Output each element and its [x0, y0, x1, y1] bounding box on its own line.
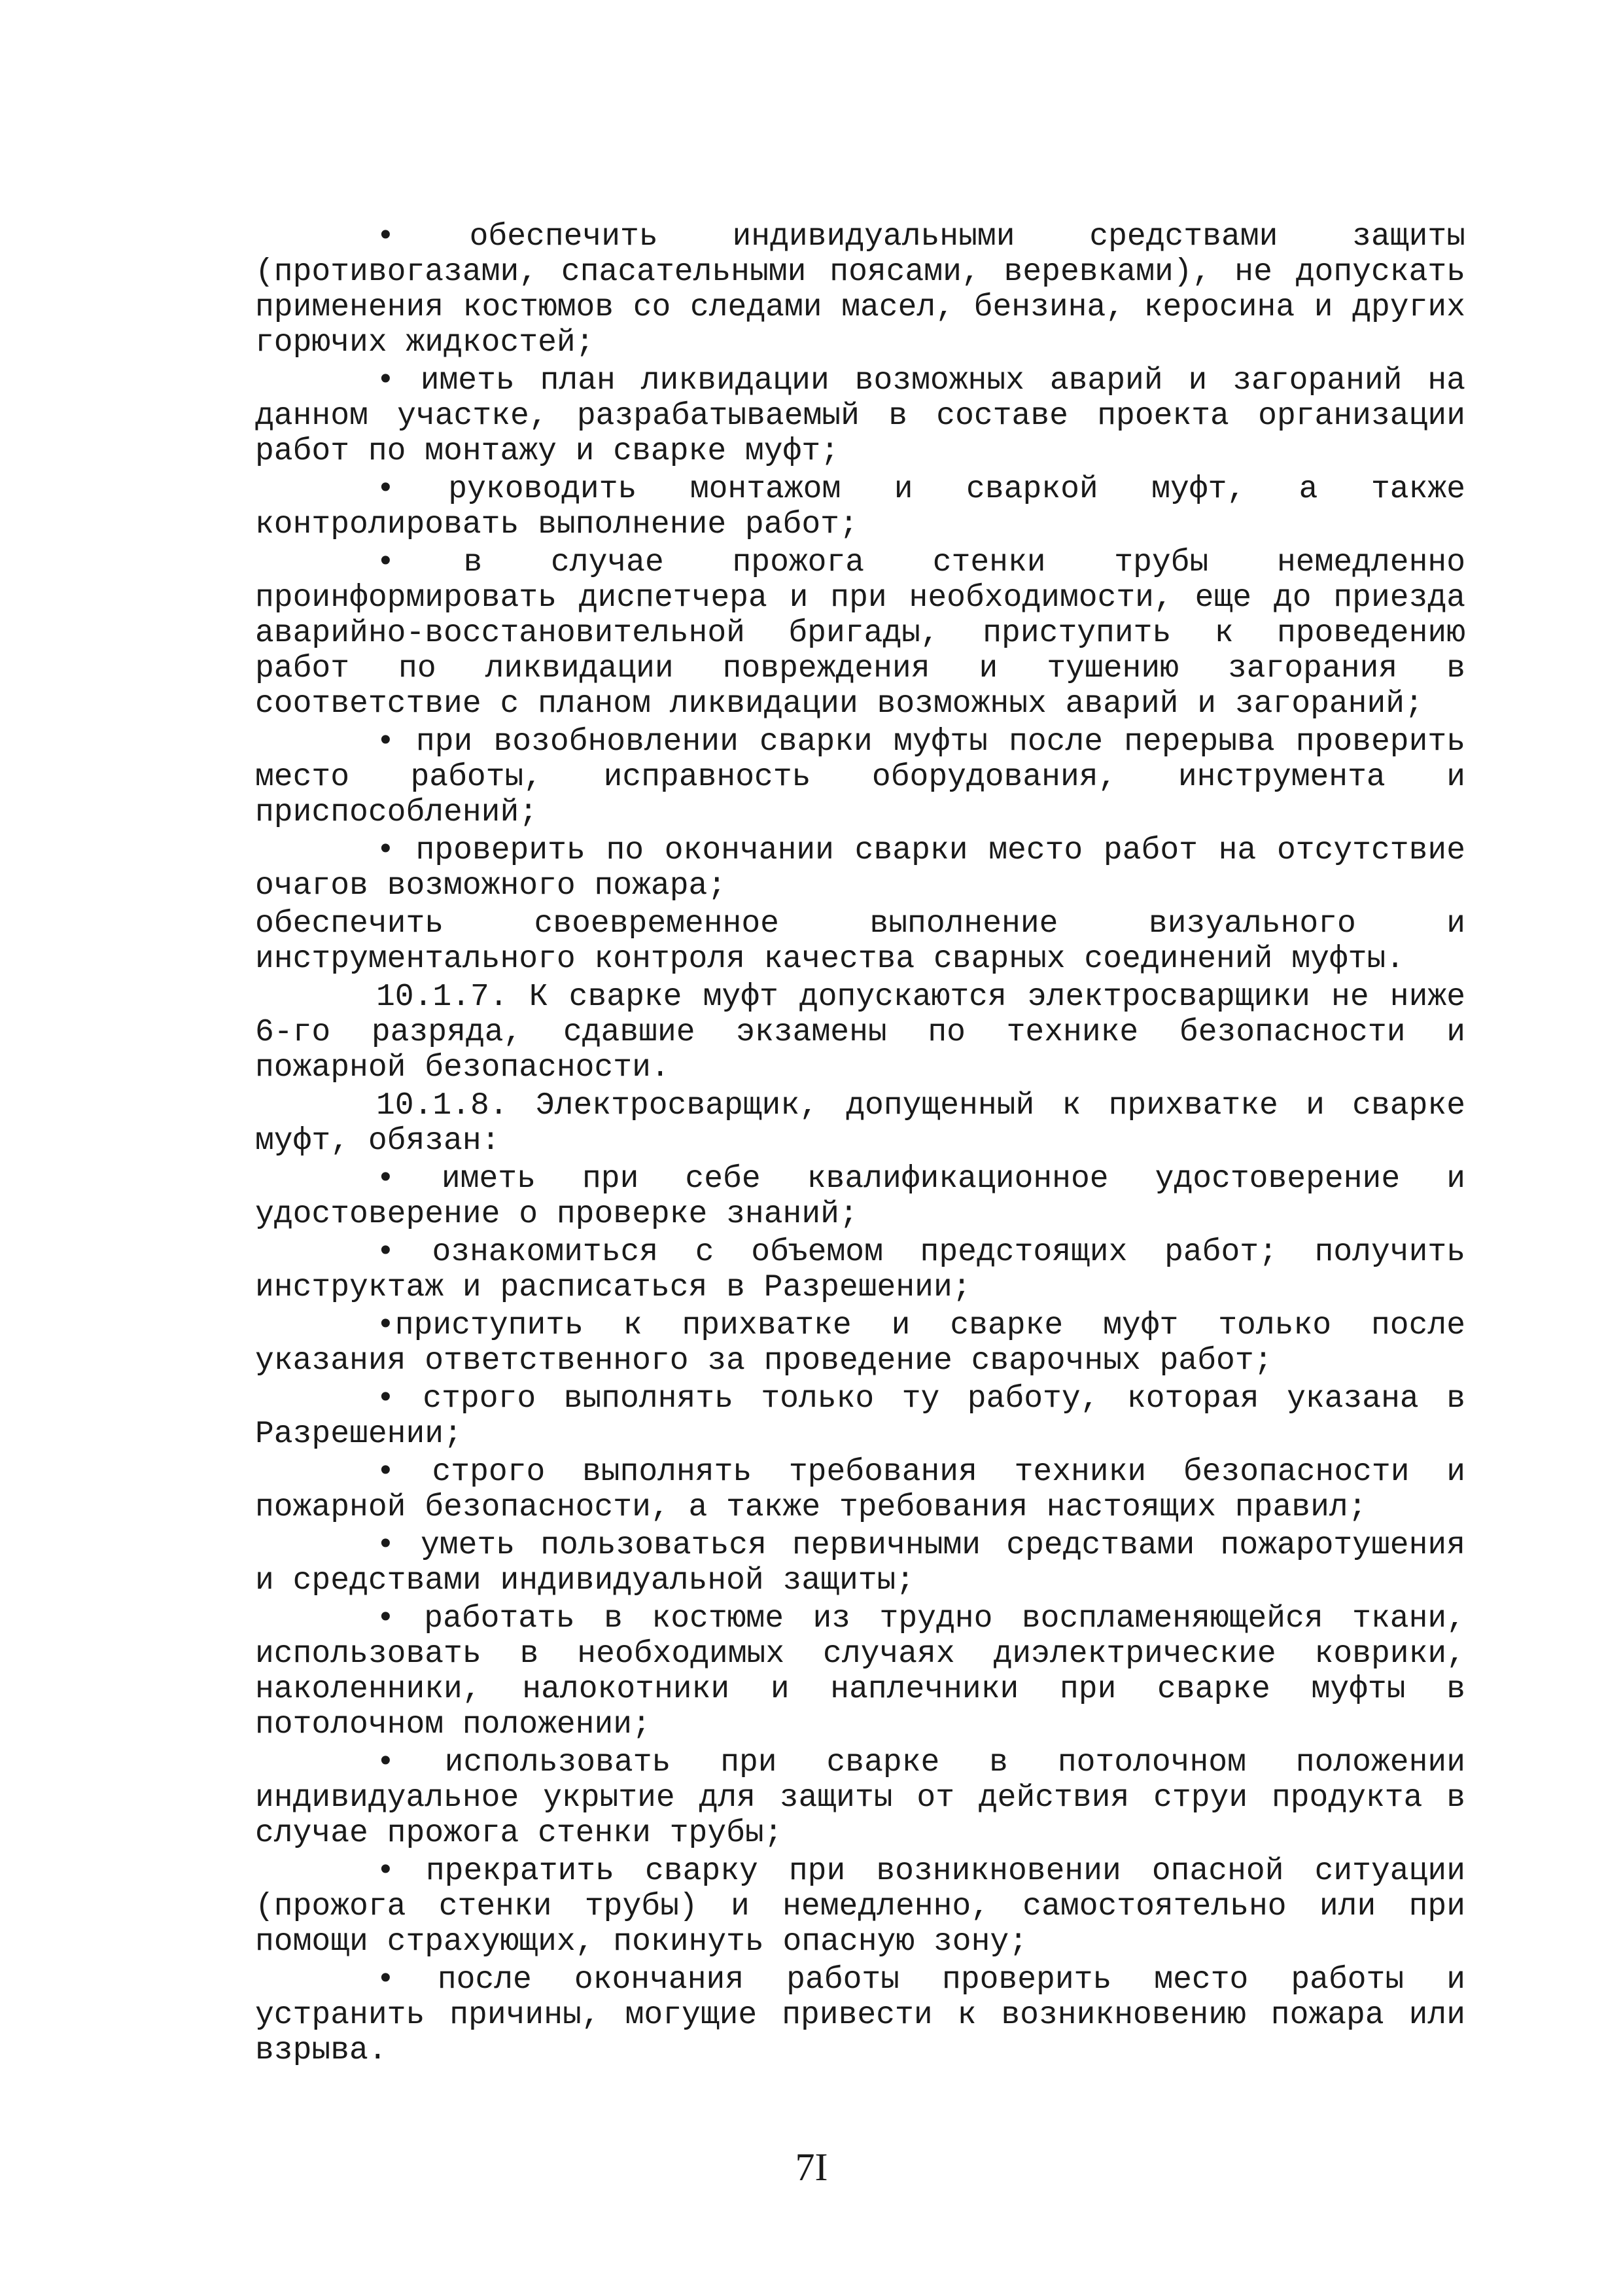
- paragraph-burn-through: • в случае прожога стенки трубы немедленно проинформировать диспетчера и при необходимости, еще до приезда аварийно-восстановительной бригады, приступить к проведению работ по ликвидации повреждения и тушению загорания в соответствие с планом ликвидации возможных аварий и загораний;: [255, 545, 1465, 722]
- paragraph-resume-welding: • при возобновлении сварки муфты после перерыва проверить место работы, исправность оборудования, инструмента и приспособлений;: [255, 724, 1465, 830]
- paragraph-10-1-7: 10.1.7. К сварке муфт допускаются электросварщики не ниже 6-го разряда, сдавшие экзамены по технике безопасности и пожарной безопасности.: [255, 980, 1465, 1086]
- paragraph-shelter: • использовать при сварке в потолочном положении индивидуальное укрытие для защиты от действия струи продукта в случае прожога стенки трубы;: [255, 1745, 1465, 1851]
- page-number: 7I: [795, 2146, 828, 2189]
- paragraph-supervise: • руководить монтажом и сваркой муфт, а также контролировать выполнение работ;: [255, 472, 1465, 542]
- document-body: [255, 219, 1465, 2071]
- paragraph-after-work: • после окончания работы проверить место работы и устранить причины, могущие привести к возникновению пожара или взрыва.: [255, 1962, 1465, 2068]
- paragraph-certificate: • иметь при себе квалификационное удостоверение и удостоверение о проверке знаний;: [255, 1161, 1465, 1232]
- paragraph-quality-control: обеспечить своевременное выполнение визуального и инструментального контроля качества сварных соединений муфты.: [255, 906, 1465, 977]
- paragraph-ppe: • обеспечить индивидуальными средствами защиты (противогазами, спасательными поясами, веревками), не допускать применения костюмов со следами масел, бензина, керосина и других горючих жидкостей;: [255, 219, 1465, 361]
- paragraph-briefing: • ознакомиться с объемом предстоящих работ; получить инструктаж и расписаться в Разрешении;: [255, 1235, 1465, 1305]
- paragraph-stop-welding: • прекратить сварку при возникновении опасной ситуации (прожога стенки трубы) и немедленно, самостоятельно или при помощи страхующих, покинуть опасную зону;: [255, 1854, 1465, 1960]
- paragraph-perform-assigned: • строго выполнять только ту работу, которая указана в Разрешении;: [255, 1381, 1465, 1452]
- paragraph-extinguishers: • уметь пользоваться первичными средствами пожаротушения и средствами индивидуальной защиты;: [255, 1528, 1465, 1598]
- paragraph-fire-resistant-suit: • работать в костюме из трудно воспламеняющейся ткани, использовать в необходимых случаях диэлектрические коврики, наколенники, налокотники и наплечники при сварке муфты в потолочном положении;: [255, 1601, 1465, 1742]
- paragraph-safety-requirements: • строго выполнять требования техники безопасности и пожарной безопасности, а также требования настоящих правил;: [255, 1455, 1465, 1525]
- paragraph-start-tacking: •приступить к прихватке и сварке муфт только после указания ответственного за проведение сварочных работ;: [255, 1308, 1465, 1379]
- paragraph-10-1-8: 10.1.8. Электросварщик, допущенный к прихватке и сварке муфт, обязан:: [255, 1088, 1465, 1159]
- paragraph-check-fire: • проверить по окончании сварки место работ на отсутствие очагов возможного пожара;: [255, 833, 1465, 904]
- paragraph-emergency-plan: • иметь план ликвидации возможных аварий и загораний на данном участке, разрабатываемый в составе проекта организации работ по монтажу и сварке муфт;: [255, 363, 1465, 469]
